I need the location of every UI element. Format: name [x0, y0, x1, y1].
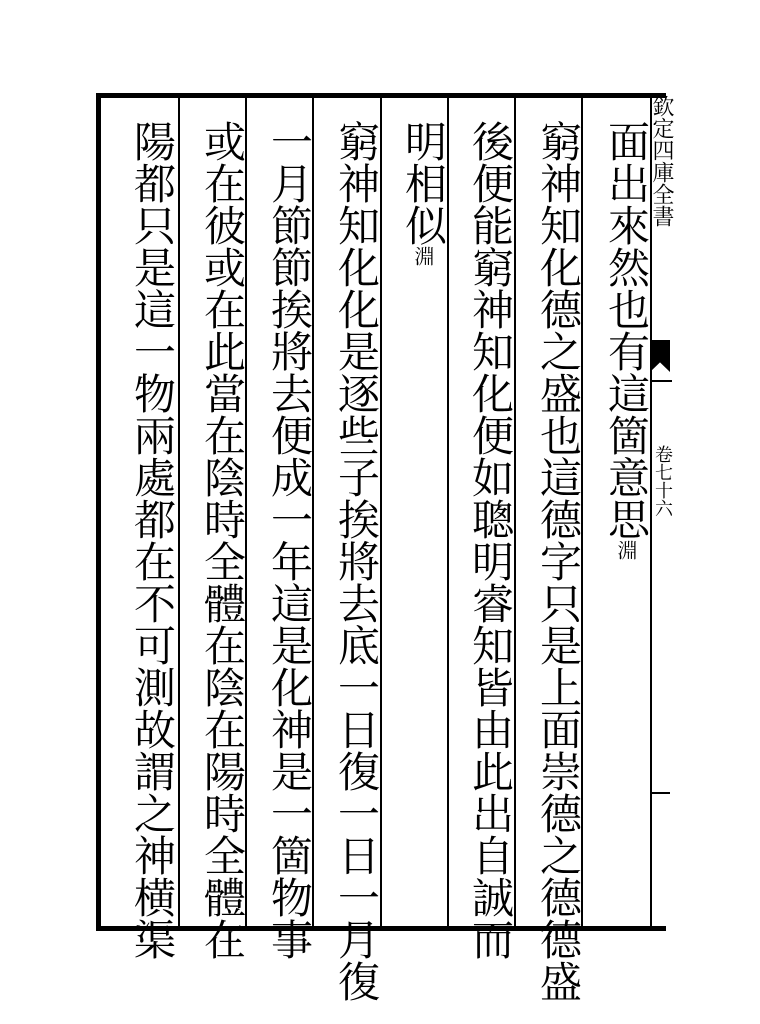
text-column-2	[528, 120, 583, 1002]
column-text: 窮神知化德之盛也這德字只是上面崇德之德德盛	[534, 120, 583, 1002]
column-text: 後便能窮神知化便如聰明睿知皆由此出自誠而	[466, 120, 515, 960]
column-text: 明相似	[399, 120, 448, 246]
column-text: 一月節節挨將去便成一年這是化神是一箇物事	[265, 120, 314, 960]
column-text: 窮神知化化是逐些子挨將去底一日復一日一月復	[332, 120, 381, 1002]
fishtail-rule	[650, 380, 672, 382]
text-column-8	[122, 120, 177, 960]
column-text: 面出來然也有這箇意思	[602, 120, 651, 540]
text-column-6	[259, 120, 314, 960]
text-column-3	[460, 120, 515, 960]
column-rule	[178, 98, 180, 927]
column-text: 陽都只是這一物兩處都在不可測故謂之神横渠	[128, 120, 177, 960]
column-note: 淵	[411, 246, 435, 266]
column-note: 淵	[614, 540, 638, 560]
text-column-5	[326, 120, 381, 1002]
text-column-1	[596, 120, 651, 920]
volume-label: 卷七十六	[652, 445, 673, 517]
book-title: 欽定四庫全書	[649, 95, 674, 227]
margin-bottom-mark	[652, 792, 670, 794]
column-text: 或在彼或在此當在陰時全體在陰在陽時全體在	[198, 120, 247, 960]
text-column-7	[192, 120, 247, 960]
text-column-4	[393, 120, 448, 920]
